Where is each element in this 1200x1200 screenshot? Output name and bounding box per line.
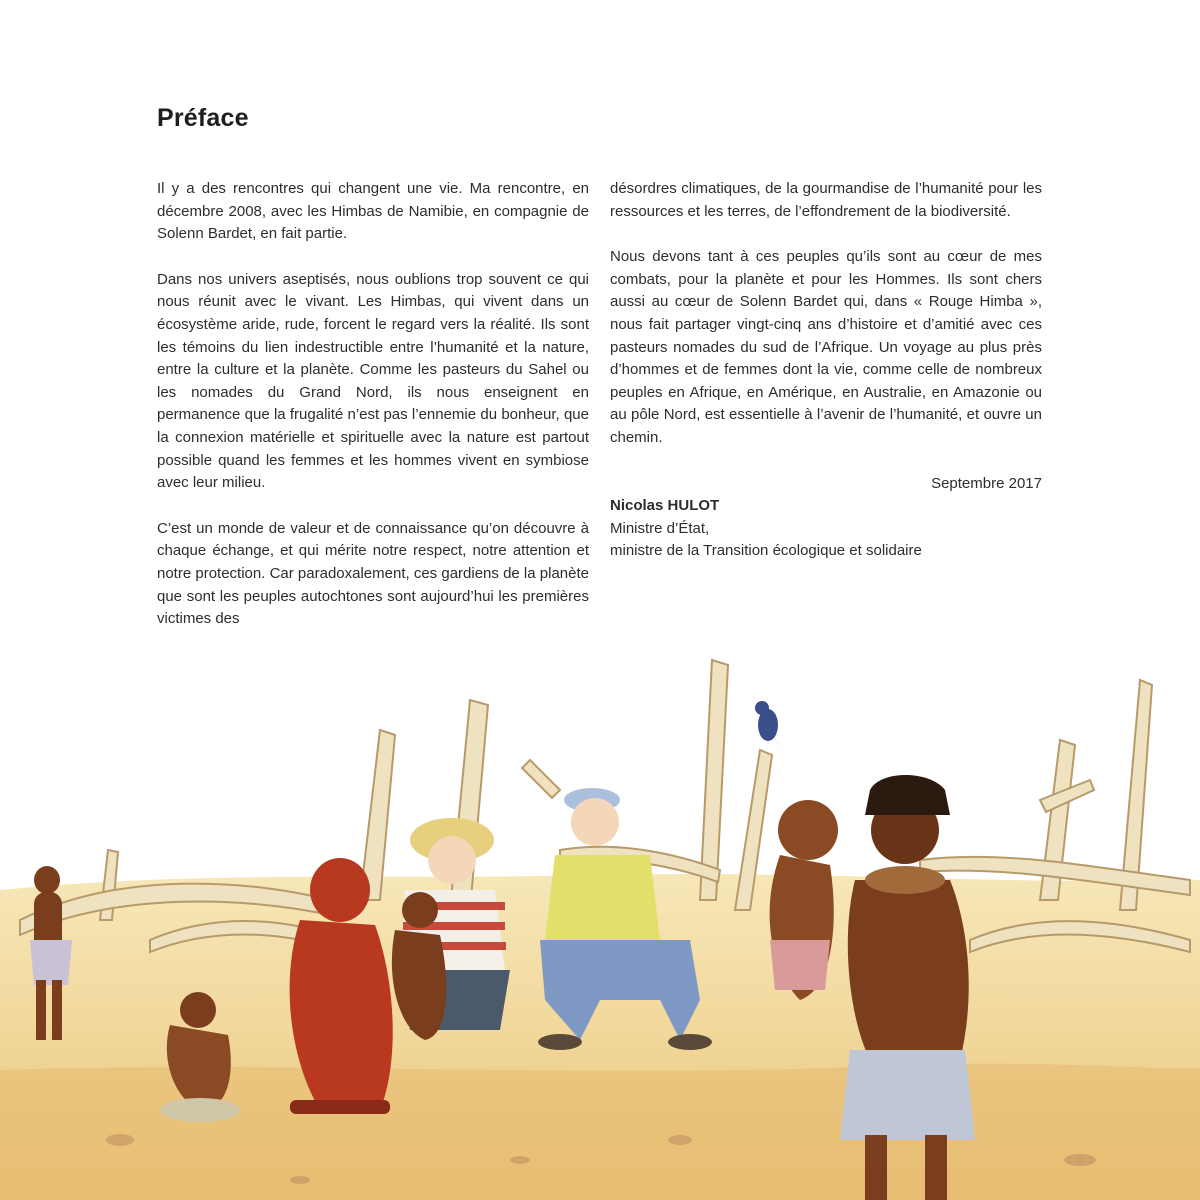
signature-name: Nicolas HULOT: [610, 497, 720, 515]
paragraph: désordres climatiques, de la gourmandise de l’humanité pour les ressources et les terres, de l’effondrement de la biodiversité.: [610, 180, 1042, 220]
signature-role: ministre de la Transition écologique et solidaire: [610, 542, 922, 560]
page-title: Préface: [157, 104, 249, 132]
paragraph: Dans nos univers aseptisés, nous oublions trop souvent ce qui nous réunit avec le vivant. Les Himbas, qui vivent dans un écosystème aride, rude, forcent le regard vers la réalité. Ils sont les témoins du lien indestructible entre l’humanité et la nature, entre la culture et la planète. Comme les pasteurs du Sahel ou les nomades du Grand Nord, ils nous enseignent en permanence que la frugalité n’est pas l’ennemie du bonheur, que la connexion matérielle et spirituelle avec la nature est partout possible quand les femmes et les hommes vivent en symbiose avec leur milieu.: [157, 270, 589, 492]
left-text-column: [157, 178, 589, 654]
paragraph: C’est un monde de valeur et de connaissance qu’on découvre à chaque échange, et qui mérite notre respect, notre attention et notre protection. Car paradoxalement, ces gardiens de la planète que sont les peuples autochtones sont aujourd’hui les premières victimes des: [157, 519, 589, 628]
village-illustration: [0, 640, 1200, 1200]
signature-role: Ministre d’État,: [610, 519, 710, 537]
signature-date: Septembre 2017: [931, 474, 1042, 492]
right-text-column: [610, 178, 1042, 563]
woman-holding-baby: [840, 775, 975, 1200]
bird: [755, 701, 786, 752]
paragraph: Il y a des rencontres qui changent une vie. Ma rencontre, en décembre 2008, avec les Himbas de Namibie, en compagnie de Solenn Bardet, en fait partie.: [157, 180, 589, 243]
paragraph: Nous devons tant à ces peuples qu’ils sont au cœur de mes combats, pour la planète et pour les Hommes. Ils sont chers aussi au cœur de Solenn Bardet qui, dans « Rouge Himba », nous fait partager vingt-cinq ans d’histoire et d’amitié avec ces pasteurs nomades du sud de l’Afrique. Un voyage au plus près d’hommes et de femmes dont la vie, comme celle de nombreux peuples en Afrique, en Amérique, en Australie, en Amazonie ou au pôle Nord, est essentielle à l’avenir de l’humanité, et ouvre un chemin.: [610, 248, 1042, 446]
